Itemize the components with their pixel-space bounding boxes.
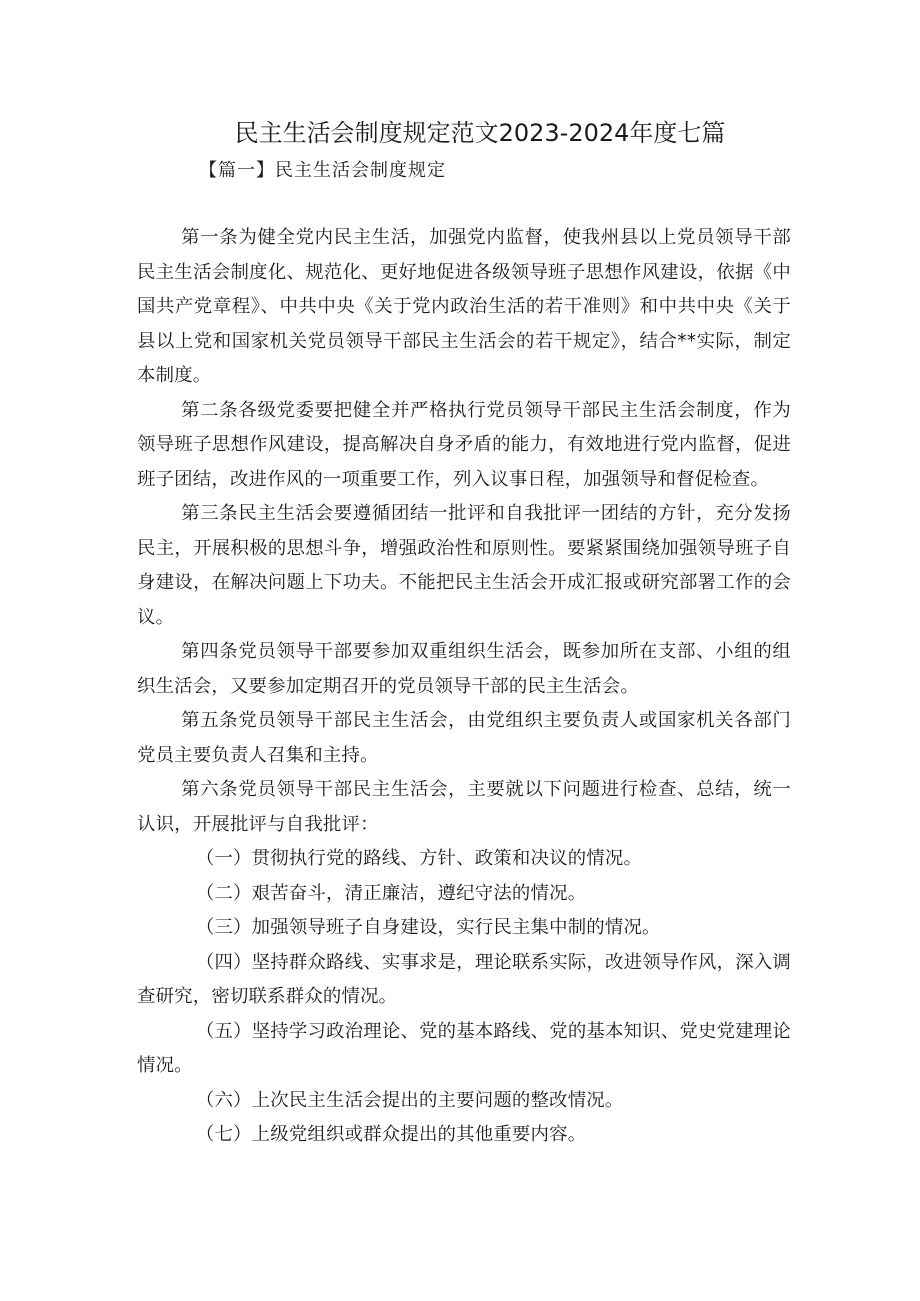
article-paragraph-6: 第六条党员领导干部民主生活会，主要就以下问题进行检查、总结，统一认识，开展批评与自我批评：: [137, 779, 791, 835]
list-item-3: （三）加强领导班子自身建设，实行民主集中制的情况。: [195, 917, 661, 938]
article-paragraph-4: 第四条党员领导干部要参加双重组织生活会，既参加所在支部、小组的组织生活会，又要参加定期召开的党员领导干部的民主生活会。: [137, 641, 791, 697]
article-paragraph-2: 第二条各级党委要把健全并严格执行党员领导干部民主生活会制度，作为领导班子思想作风建设，提高解决自身矛盾的能力，有效地进行党内监督，促进班子团结，改进作风的一项重要工作，列入议事日程，加强领导和督促检查。: [137, 399, 791, 490]
document-body: [137, 221, 791, 1153]
section-subtitle: 【篇一】民主生活会制度规定: [199, 160, 446, 181]
list-item-2: （二）艰苦奋斗，清正廉洁，遵纪守法的情况。: [195, 882, 587, 904]
list-item-6: （六）上次民主生活会提出的主要问题的整改情况。: [195, 1089, 624, 1111]
article-paragraph-1: 第一条为健全党内民主生活，加强党内监督，使我州县以上党员领导干部民主生活会制度化、规范化、更好地促进各级领导班子思想作风建设，依据《中国共产党章程》、中共中央《关于党内政治生活的若干准则》和中共中央《关于县以上党和国家机关党员领导干部民主生活会的若干规定》，结合**实际，制定本制度。: [137, 227, 791, 386]
document-title: 民主生活会制度规定范文2023-2024年度七篇: [234, 119, 726, 147]
list-item-5: （五）坚持学习政治理论、党的基本路线、党的基本知识、党史党建理论情况。: [137, 1020, 791, 1076]
list-item-1: （一）贯彻执行党的路线、方针、政策和决议的情况。: [195, 848, 643, 869]
list-item-4: （四）坚持群众路线、实事求是，理论联系实际，改进领导作风，深入调查研究，密切联系群众的情况。: [137, 951, 791, 1007]
article-paragraph-3: 第三条民主生活会要遵循团结一批评和自我批评一团结的方针，充分发扬民主，开展积极的思想斗争，增强政治性和原则性。要紧紧围绕加强领导班子自身建设，在解决问题上下功夫。不能把民主生活会开成汇报或研究部署工作的会议。: [137, 503, 791, 628]
list-item-7: （七）上级党组织或群众提出的其他重要内容。: [195, 1124, 587, 1145]
article-paragraph-5: 第五条党员领导干部民主生活会，由党组织主要负责人或国家机关各部门党员主要负责人召集和主持。: [137, 710, 791, 766]
